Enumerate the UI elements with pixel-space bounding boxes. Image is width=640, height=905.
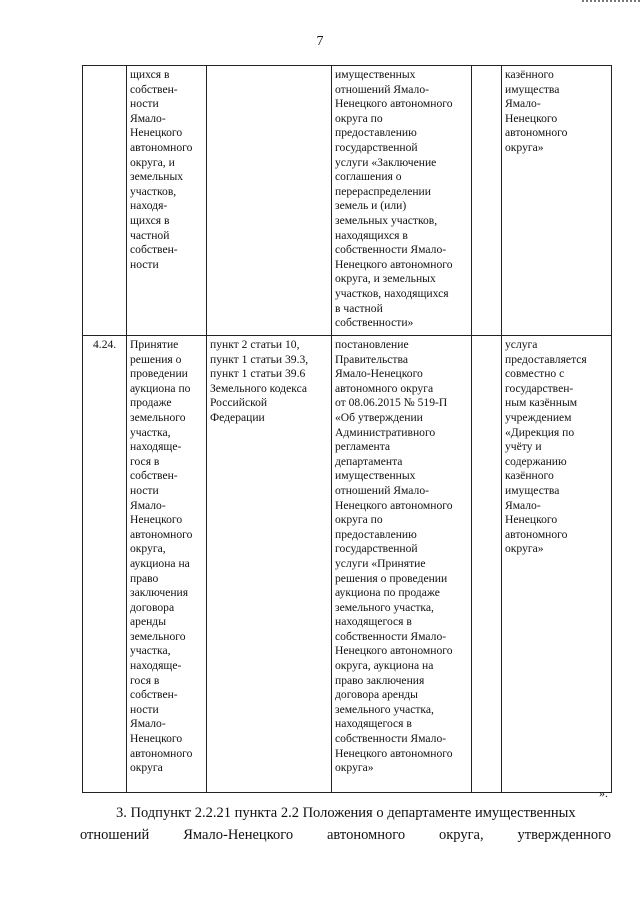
body-paragraph [80,802,611,846]
table-row [83,66,612,336]
paragraph-word: отношений [80,827,150,843]
paragraph-word: округа, [438,827,484,843]
cell-legal-basis [207,66,332,336]
services-table [82,65,612,793]
cell-service-name: Принятие решения о проведении аукциона по продаже земельного участка, находяще- гося в собствен- ности Ямало- Ненецкого автономного округа, аукциона на право заключения договора аренды земельного участка, находяще- гося в собствен- ности Ямало- Ненецкого автономного округа [127,336,207,793]
paragraph-line-1: 3. Подпункт 2.2.21 пункта 2.2 Положения о департаменте имущественных [116,805,576,821]
cell-regulation: имущественных отношений Ямало- Ненецкого автономного округа по предоставлению государственной услуги «Заключение соглашения о перераспределении земель и (или) земельных участков, находящихся в собственности Ямало- Ненецкого автономного округа, и земельных участков, находящихся в частной собственности» [332,66,472,336]
table-row [83,336,612,793]
cell-empty [472,336,502,793]
cell-notes: услуга предоставляется совместно с государствен- ным казённым учреждением «Дирекция по учёту и содержанию казённого имущества Ямало- Ненецкого автономного округа» [502,336,612,793]
page-corner-mark [582,0,640,8]
cell-service-name: щихся в собствен- ности Ямало- Ненецкого автономного округа, и земельных участков, находя- щихся в частной собствен- ности [127,66,207,336]
cell-regulation: постановление Правительства Ямало-Ненецкого автономного округа от 08.06.2015 № 519-П «Об утверждении Административного регламента департамента имущественных отношений Ямало- Ненецкого автономного округа по предоставлению государственной услуги «Принятие решения о проведении аукциона по продаже земельного участка, находящегося в собственности Ямало- Ненецкого автономного округа, аукциона на право заключения договора аренды земельного участка, находящегося в собственности Ямало- Ненецкого автономного округа» [332,336,472,793]
cell-notes: казённого имущества Ямало- Ненецкого автономного округа» [502,66,612,336]
paragraph-line-2 [80,824,611,846]
cell-empty [472,66,502,336]
paragraph-word: Ямало-Ненецкого [183,827,294,843]
closing-quote: ». [599,786,608,800]
paragraph-word: автономного [327,827,406,843]
paragraph-word: утвержденного [517,827,611,843]
cell-number: 4.24. [83,336,127,793]
page-number: 7 [316,34,324,49]
cell-legal-basis: пункт 2 статьи 10, пункт 1 статьи 39.3, пункт 1 статьи 39.6 Земельного кодекса Российской Федерации [207,336,332,793]
cell-number [83,66,127,336]
